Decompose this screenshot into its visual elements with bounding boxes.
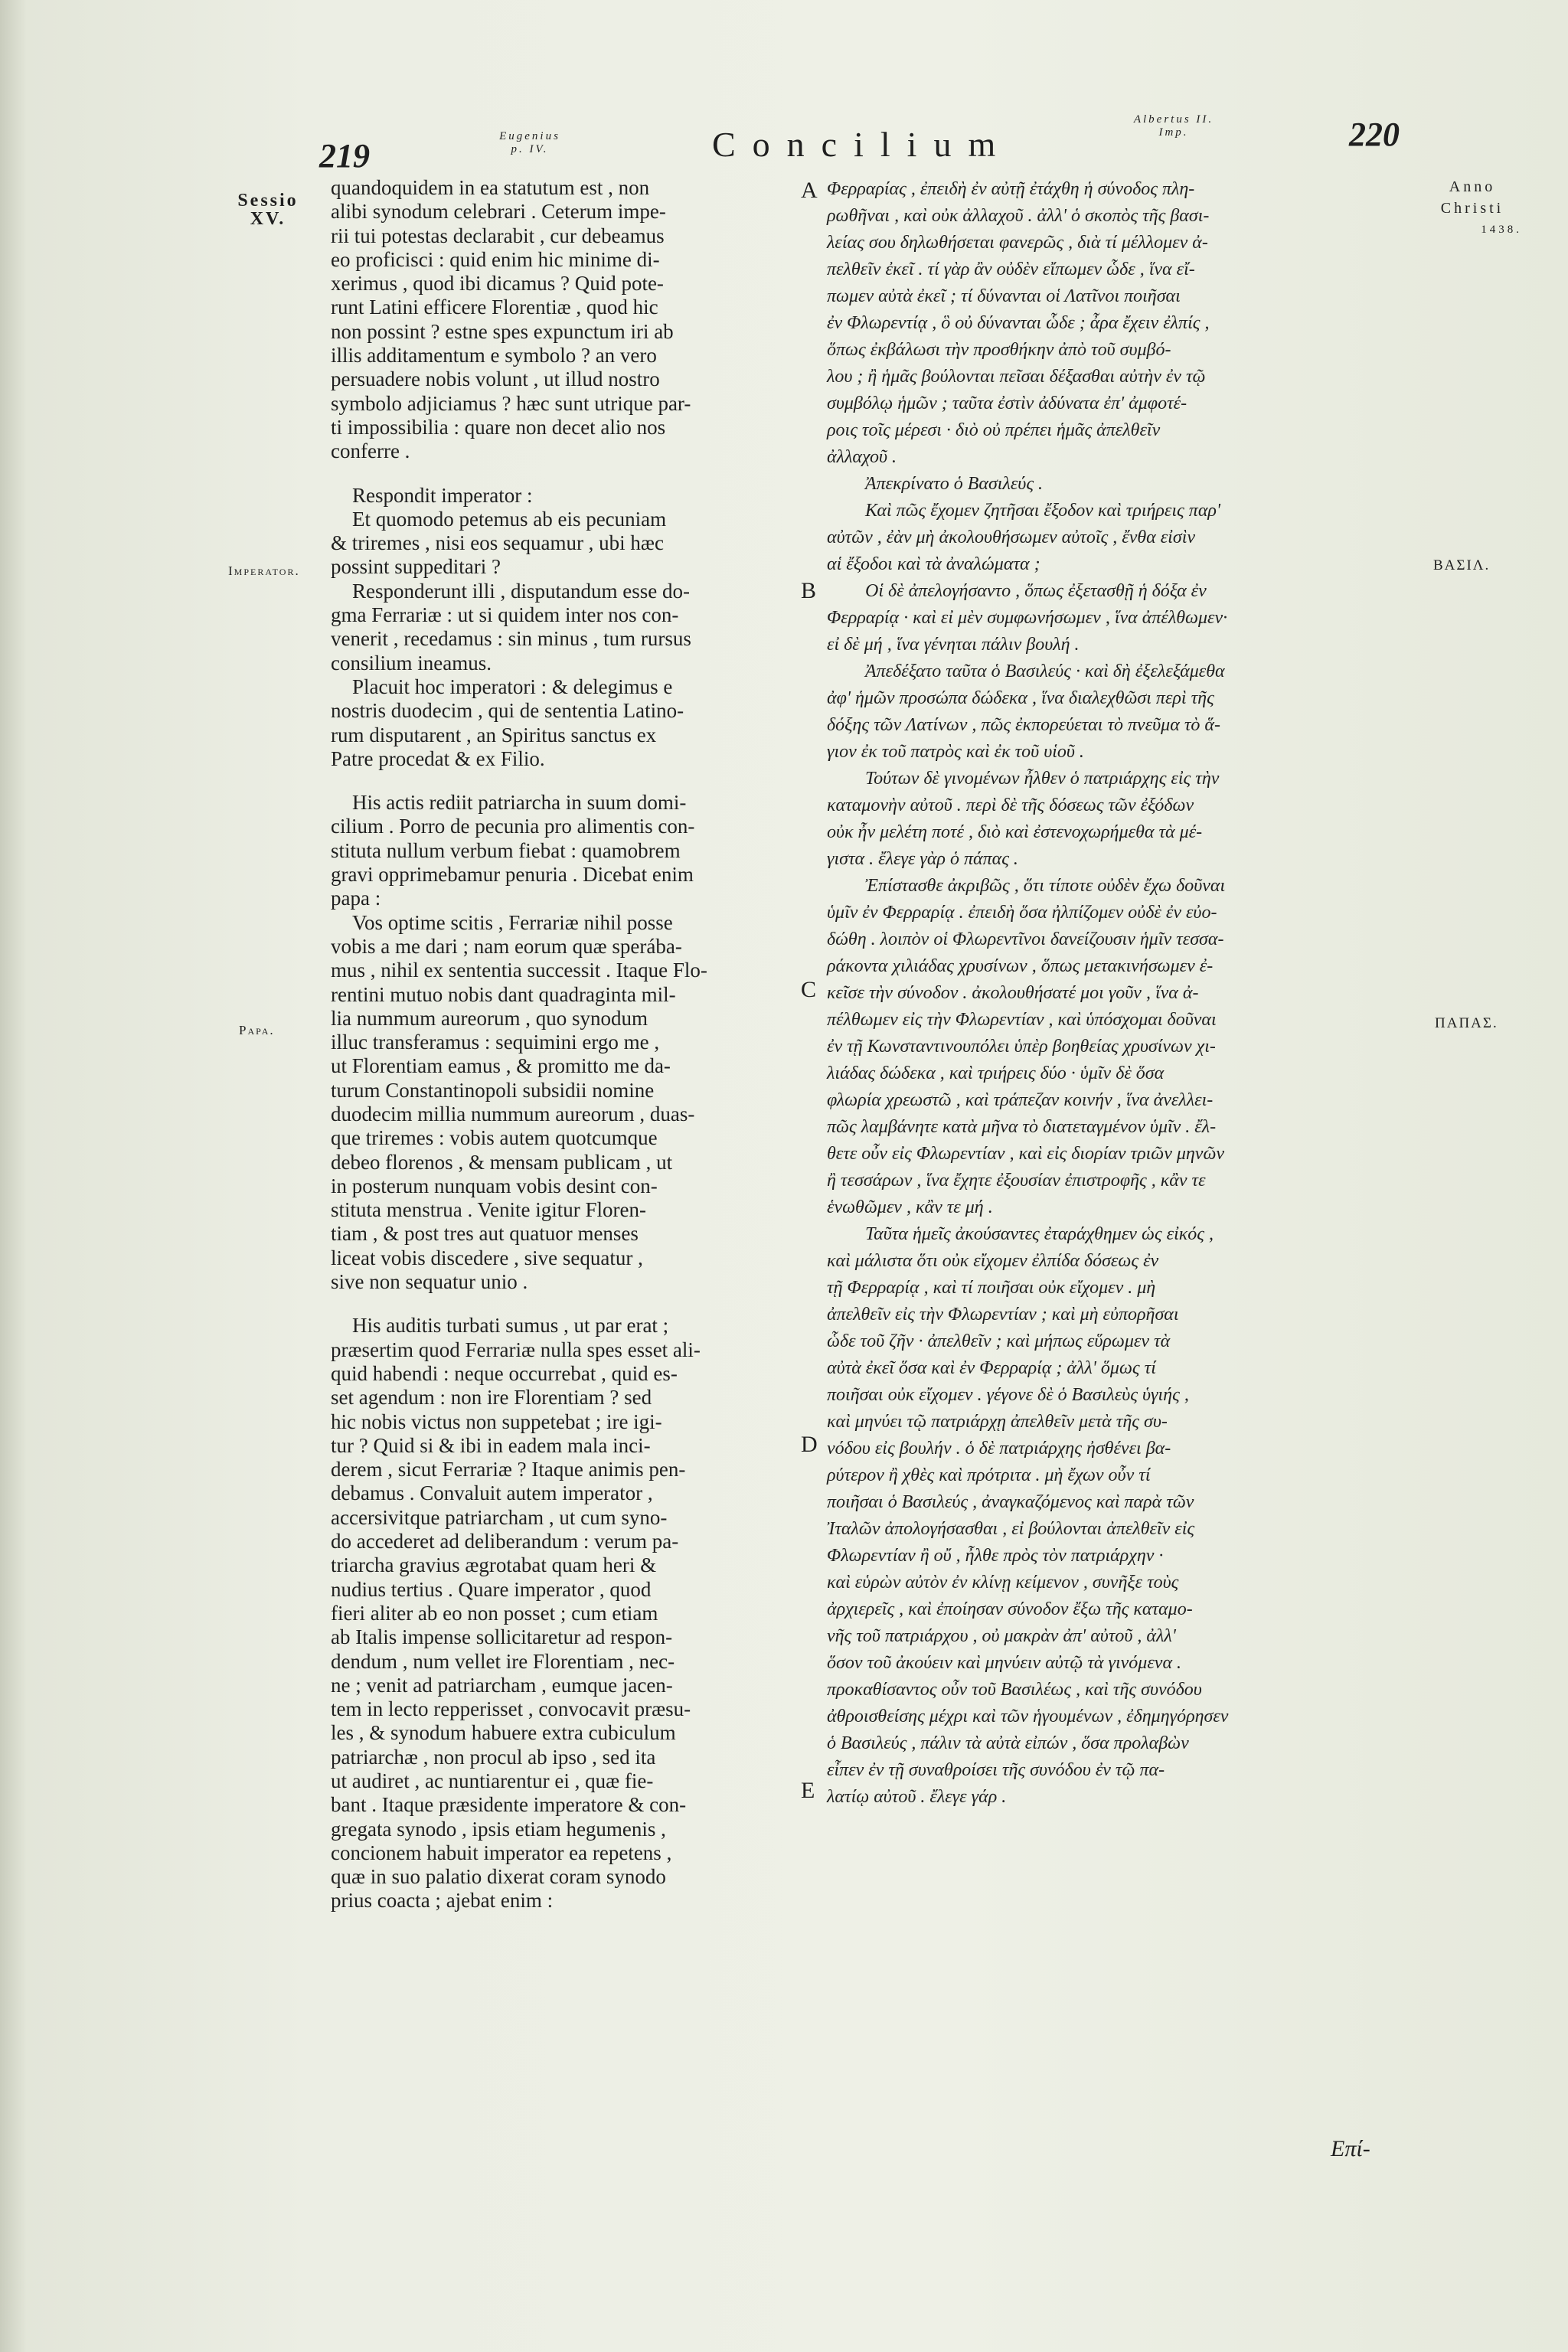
latin-line: Respondit imperator : <box>352 483 533 507</box>
section-letter-d: D <box>801 1432 818 1457</box>
latin-line: His auditis turbati sumus , ut par erat ; <box>352 1314 669 1338</box>
greek-line: λατίῳ αὐτοῦ . ἔλεγε γάρ . <box>827 1787 1007 1807</box>
latin-line: liceat vobis discedere , sive sequatur , <box>331 1246 643 1269</box>
greek-line: καὶ μάλιστα ὅτι οὐκ εἴχομεν ἐλπίδα δόσεως ἐν <box>827 1251 1159 1271</box>
latin-line: accersivitque patriarcham , ut cum syno- <box>331 1505 668 1529</box>
latin-line: symbolo adjiciamus ? hæc sunt utrique par- <box>331 391 691 415</box>
greek-line: νῆς τοῦ πατριάρχου , οὐ μακρὰν ἀπ' αὐτοῦ , ἀλλ' <box>827 1626 1176 1646</box>
latin-line: dendum , num vellet ire Florentiam , nec- <box>331 1649 675 1673</box>
greek-line: προκαθίσαντος οὖν τοῦ Βασιλέως , καὶ τῆς συνόδου <box>827 1680 1202 1700</box>
section-letter-e: E <box>801 1778 815 1803</box>
greek-line: ἀθροισθείσης μέχρι καὶ τῶν ἡγουμένων , ἐδημηγόρησεν <box>827 1707 1229 1726</box>
session-number: XV. <box>250 209 286 229</box>
greek-line: νόδου εἰς βουλήν . ὁ δὲ πατριάρχης ἠσθένει βα- <box>827 1439 1171 1459</box>
greek-line: Ἀπεδέξατο ταῦτα ὁ Βασιλεύς · καὶ δὴ ἐξελεξάμεθα <box>865 662 1225 681</box>
greek-text-column <box>827 176 1432 1811</box>
latin-line: mus , nihil ex sententia successit . Itaque Flo- <box>331 959 707 982</box>
greek-line: λου ; ἢ ἡμᾶς βούλονται πεῖσαι δέξασθαι αὐτὴν ἐν τῷ <box>827 367 1206 387</box>
left-running-head <box>484 130 576 156</box>
latin-line: stituta nullum verbum fiebat : quamobrem <box>331 838 681 862</box>
greek-line: κεῖσε τὴν σύνοδον . ἀκολουθήσατέ μοι γοῦν , ἵνα ἀ- <box>827 983 1199 1003</box>
latin-line: lia nummum aureorum , quo synodum <box>331 1006 648 1030</box>
latin-line: que triremes : vobis autem quotcumque <box>331 1126 658 1150</box>
latin-line: Responderunt illi , disputandum esse do- <box>352 579 690 603</box>
greek-line: πῶς λαμβάνητε κατὰ μῆνα τὸ διατεταγμένον ὑμῖν . ἔλ- <box>827 1117 1217 1137</box>
latin-line: prius coacta ; ajebat enim : <box>331 1889 554 1913</box>
latin-line: stituta menstrua . Venite igitur Floren- <box>331 1198 646 1222</box>
latin-line: vobis a me dari ; nam eorum quæ sperába- <box>331 934 682 958</box>
latin-line: xerimus , quod ibi dicamus ? Quid pote- <box>331 272 664 296</box>
greek-line: λιάδας δώδεκα , καὶ τριήρεις δύο · ὑμῖν δὲ ὅσα <box>827 1063 1165 1083</box>
greek-line: γιστα . ἔλεγε γὰρ ὁ πάπας . <box>827 849 1018 869</box>
greek-line: αὐτὰ ἐκεῖ ὅσα καὶ ἐν Φερραρίᾳ ; ἀλλ' ὅμως τί <box>827 1358 1156 1378</box>
greek-line: ἐν τῇ Κωνσταντινουπόλει ὑπὲρ βοηθείας χρυσίνων χι- <box>827 1037 1216 1057</box>
greek-line: συμβόλῳ ἡμῶν ; ταῦτα ἐστὶν ἀδύνατα ἐπ' ἀμφοτέ- <box>827 394 1187 413</box>
latin-line: sive non sequatur unio . <box>331 1270 528 1294</box>
latin-line: duodecim millia nummum aureorum , duas- <box>331 1102 695 1125</box>
greek-line: ἐν Φλωρεντίᾳ , ὃ οὐ δύνανται ὧδε ; ἆρα ἔχειν ἐλπίς , <box>827 313 1210 333</box>
latin-line: Vos optime scitis , Ferrariæ nihil posse <box>352 910 673 934</box>
section-letter-c: C <box>801 977 817 1002</box>
latin-line: præsertim quod Ferrariæ nulla spes esset ali- <box>331 1338 701 1361</box>
greek-line: Φλωρεντίαν ἢ οὔ , ἦλθε πρὸς τὸν πατριάρχην · <box>827 1546 1164 1566</box>
latin-line: conferre . <box>331 439 410 463</box>
latin-line: venerit , recedamus : sin minus , tum rursus <box>331 627 691 651</box>
latin-line: turum Constantinopoli subsidii nomine <box>331 1078 655 1102</box>
latin-line: possint suppeditari ? <box>331 555 501 579</box>
running-head-line: Albertus II. <box>1133 113 1214 126</box>
latin-line: patriarchæ , non procul ab ipso , sed ita <box>331 1745 656 1769</box>
christi-label: Christi <box>1440 200 1504 217</box>
latin-line: consilium ineamus. <box>331 651 492 675</box>
latin-line: bant . Itaque præsidente imperatore & con- <box>331 1793 687 1817</box>
latin-line: non possint ? estne spes expunctum iri ab <box>331 319 674 343</box>
greek-line: ἢ τεσσάρων , ἵνα ἔχητε ἐξουσίαν ἐπιστροφῆς , κἂν τε <box>827 1171 1206 1191</box>
greek-line: γιον ἐκ τοῦ πατρὸς καὶ ἐκ τοῦ υἱοῦ . <box>827 742 1084 762</box>
speaker-papas-greek: ΠΑΠΑΣ. <box>1435 1015 1498 1031</box>
latin-line: quæ in suo palatio dixerat coram synodo <box>331 1865 666 1889</box>
greek-line: ὅπως ἐκβάλωσι τὴν προσθήκην ἀπὸ τοῦ συμβό- <box>827 340 1171 360</box>
latin-line: concionem habuit imperator ea repetens , <box>331 1841 672 1864</box>
greek-line: πωμεν αὐτὰ ἐκεῖ ; τί δύνανται οἱ Λατῖνοι ποιῆσαι <box>827 286 1181 306</box>
latin-line: les , & synodum habuere extra cubiculum <box>331 1721 676 1745</box>
greek-line: καταμονὴν αὐτοῦ . περὶ δὲ τῆς δόσεως τῶν ἐξόδων <box>827 795 1194 815</box>
running-head-line: Imp. <box>1158 126 1189 139</box>
greek-line: Ἀπεκρίνατο ὁ Βασιλεύς . <box>865 474 1044 494</box>
latin-line: ti impossibilia : quare non decet alio nos <box>331 415 666 439</box>
speaker-papa: Papa. <box>239 1023 275 1037</box>
greek-line: εἶπεν ἐν τῇ συναθροίσει τῆς συνόδου ἐν τῷ πα- <box>827 1760 1165 1780</box>
session-label <box>222 191 314 228</box>
greek-line: δώθη . λοιπὸν οἱ Φλωρεντῖνοι δανείζουσιν ἡμῖν τεσσα- <box>827 929 1224 949</box>
latin-line: runt Latini efficere Florentiæ , quod hic <box>331 296 658 319</box>
latin-line: & triremes , nisi eos sequamur , ubi hæc <box>331 531 664 555</box>
greek-line: ποιῆσαι ὁ Βασιλεύς , ἀναγκαζόμενος καὶ παρὰ τῶν <box>827 1492 1194 1512</box>
latin-line: ut audiret , ac nuntiarentur ei , quæ fie- <box>331 1769 654 1792</box>
greek-line: οὐκ ἦν μελέτη ποτέ , διὸ καὶ ἐστενοχωρήμεθα τὰ μέ- <box>827 822 1203 842</box>
latin-line: derem , sicut Ferrariæ ? Itaque animis pen- <box>331 1458 686 1481</box>
greek-line: αἱ ἔξοδοι καὶ τὰ ἀναλώματα ; <box>827 554 1040 574</box>
greek-line: Ταῦτα ἡμεῖς ἀκούσαντες ἐταράχθημεν ὡς εἰκός , <box>865 1224 1214 1244</box>
latin-line: debamus . Convaluit autem imperator , <box>331 1481 653 1505</box>
greek-line: ρωθῆναι , καὶ οὐκ ἀλλαχοῦ . ἀλλ' ὁ σκοπὸς τῆς βασι- <box>827 206 1210 226</box>
latin-line: nostris duodecim , qui de sententia Latino- <box>331 699 684 723</box>
page-title: Concilium <box>712 125 1013 164</box>
greek-line: ἀφ' ἡμῶν προσώπα δώδεκα , ἵνα διαλεχθῶσι περὶ τῆς <box>827 688 1214 708</box>
greek-line: ἀπελθεῖν εἰς τὴν Φλωρεντίαν ; καὶ μὴ εὐπορῆσαι <box>827 1305 1179 1325</box>
section-letter-b: B <box>801 578 817 603</box>
anno-christi-note <box>1423 176 1522 240</box>
greek-line: πελθεῖν ἐκεῖ . τί γὰρ ἂν οὐδὲν εἴπωμεν ὧδε , ἵνα εἴ- <box>827 260 1195 279</box>
latin-line: do accederet ad deliberandum : verum pa- <box>331 1530 679 1553</box>
greek-line: αὐτῶν , ἐὰν μὴ ἀκολουθήσωμεν αὐτοῖς , ἔνθα εἰσὶν <box>827 528 1196 547</box>
latin-line: set agendum : non ire Florentiam ? sed <box>331 1386 652 1410</box>
latin-text-column <box>331 176 794 1913</box>
latin-line: debeo florenos , & mensam publicam , ut <box>331 1150 673 1174</box>
greek-line: ράκοντα χιλιάδας χρυσίνων , ὅπως μετακινήσωμεν ἐ- <box>827 956 1214 976</box>
latin-line: ut Florentiam eamus , & promitto me da- <box>331 1054 671 1078</box>
latin-line: Patre procedat & ex Filio. <box>331 746 545 770</box>
latin-line: illis additamentum e symbolo ? an vero <box>331 344 657 368</box>
greek-line: καὶ εὑρὼν αὐτὸν ἐν κλίνῃ κείμενον , συνῆξε τοὺς <box>827 1573 1179 1592</box>
latin-line: tur ? Quid si & ibi in eadem mala inci- <box>331 1433 651 1457</box>
latin-line: tem in lecto repperisset , convocavit præsu- <box>331 1697 691 1721</box>
greek-line: ἀλλαχοῦ . <box>827 447 897 467</box>
anno-label: Anno <box>1449 178 1496 195</box>
greek-line: καὶ μηνύει τῷ πατριάρχῃ ἀπελθεῖν μετὰ τῆς συ- <box>827 1412 1168 1432</box>
latin-line: rentini mutuo nobis dant quadraginta mil- <box>331 982 676 1006</box>
section-letter-a: A <box>801 178 818 203</box>
latin-line: nudius tertius . Quare imperator , quod <box>331 1577 652 1601</box>
latin-line: fieri aliter ab eo non posset ; cum etiam <box>331 1601 658 1625</box>
greek-line: δόξης τῶν Λατίνων , πῶς ἐκπορεύεται τὸ πνεῦμα τὸ ἅ- <box>827 715 1221 735</box>
speaker-imperator: Imperator. <box>228 564 300 578</box>
greek-line: Φερραρίας , ἐπειδὴ ἐν αὐτῇ ἐτάχθη ἡ σύνοδος πλη- <box>827 179 1195 199</box>
latin-line: illuc transferamus : sequimini ergo me , <box>331 1031 660 1054</box>
latin-line: gma Ferrariæ : ut si quidem inter nos con- <box>331 603 679 627</box>
running-head-line: Eugenius <box>499 130 560 142</box>
latin-line: papa : <box>331 887 381 910</box>
greek-line: ὁ Βασιλεύς , πάλιν τὰ αὐτὰ εἰπών , ὅσα προλαβὼν <box>827 1733 1189 1753</box>
latin-line: rii tui potestas declarabit , cur debeamus <box>331 224 665 247</box>
latin-line: rum disputarent , an Spiritus sanctus ex <box>331 723 657 746</box>
running-head-line: p. IV. <box>511 143 549 155</box>
latin-line: quandoquidem in ea statutum est , non <box>331 176 650 199</box>
book-gutter <box>0 0 26 2352</box>
greek-line: πέλθωμεν εἰς τὴν Φλωρεντίαν , καὶ ὑπόσχομαι δοῦναι <box>827 1010 1217 1030</box>
latin-line: quid habendi : neque occurrebat , quid es- <box>331 1361 678 1385</box>
right-running-head <box>1109 113 1239 139</box>
greek-line: ὧδε τοῦ ζῆν · ἀπελθεῖν ; καὶ μήπως εὕρωμεν τὰ <box>827 1331 1171 1351</box>
latin-line: tiam , & post tres aut quatuor menses <box>331 1222 639 1246</box>
greek-line: λείας σου δηλωθήσεται φανερῶς , διὰ τί μέλλομεν ἀ- <box>827 233 1208 253</box>
greek-line: εἰ δὲ μή , ἵνα γένηται πάλιν βουλή . <box>827 635 1080 655</box>
greek-line: Οἱ δὲ ἀπελογήσαντο , ὅπως ἐξετασθῇ ἡ δόξα ἐν <box>865 581 1207 601</box>
latin-line: ab Italis impense sollicitaretur ad respon- <box>331 1625 673 1649</box>
greek-line: ποιῆσαι οὐκ εἴχομεν . γέγονε δὲ ὁ Βασιλεὺς ὑγιής , <box>827 1385 1189 1405</box>
catchword: Επί- <box>1331 2136 1370 2161</box>
latin-line: in posterum nunquam vobis desint con- <box>331 1174 658 1197</box>
greek-line: θετε οὖν εἰς Φλωρεντίαν , καὶ εἰς διορίαν τριῶν μηνῶν <box>827 1144 1225 1164</box>
greek-line: Ἐπίστασθε ἀκριβῶς , ὅτι τίποτε οὐδὲν ἔχω δοῦναι <box>865 876 1226 896</box>
latin-line: eo proficisci : quid enim hic minime di- <box>331 247 660 271</box>
greek-line: τῇ Φερραρίᾳ , καὶ τί ποιῆσαι οὐκ εἴχομεν . μὴ <box>827 1278 1156 1298</box>
latin-line: triarcha gravius ægrotabat quam heri & <box>331 1553 657 1577</box>
latin-line: cilium . Porro de pecunia pro alimentis con- <box>331 815 695 838</box>
latin-line: ne ; venit ad patriarcham , eumque jacen- <box>331 1673 673 1697</box>
greek-line: ἀρχιερεῖς , καὶ ἐποίησαν σύνοδον ἔξω τῆς καταμο- <box>827 1599 1193 1619</box>
greek-line: Φερραρίᾳ · καὶ εἰ μὲν συμφωνήσωμεν , ἵνα ἀπέλθωμεν· <box>827 608 1228 628</box>
greek-line: Ἰταλῶν ἀπολογήσασθαι , εἰ βούλονται ἀπελθεῖν εἰς <box>827 1519 1195 1539</box>
latin-line: Placuit hoc imperatori : & delegimus e <box>352 675 673 698</box>
latin-line: hic nobis victus non suppetebat ; ire igi- <box>331 1410 662 1433</box>
right-page-number: 220 <box>1349 116 1400 153</box>
greek-line: ὑμῖν ἐν Φερραρίᾳ . ἐπειδὴ ὅσα ἠλπίζομεν οὐδὲ ἐν εὐο- <box>827 903 1217 923</box>
greek-line: ροις τοῖς μέρεσι · διὸ οὐ πρέπει ἡμᾶς ἀπελθεῖν <box>827 420 1161 440</box>
greek-line: φλωρία χρεωστῶ , καὶ τράπεζαν κοινήν , ἵνα ἀνελλει- <box>827 1090 1214 1110</box>
latin-line: alibi synodum celebrari . Ceterum impe- <box>331 200 666 224</box>
session-word: Sessio <box>237 191 299 211</box>
latin-line: His actis rediit patriarcha in suum domi- <box>352 791 687 815</box>
greek-line: Καὶ πῶς ἔχομεν ζητῆσαι ἔξοδον καὶ τριήρεις παρ' <box>865 501 1221 521</box>
greek-line: ἑνωθῶμεν , κἂν τε μή . <box>827 1197 993 1217</box>
speaker-basileus-greek: ΒΑΣΙΛ. <box>1433 557 1491 573</box>
left-page-number: 219 <box>319 137 370 175</box>
latin-line: gravi opprimebamur penuria . Dicebat enim <box>331 863 694 887</box>
latin-line: Et quomodo petemus ab eis pecuniam <box>352 507 667 531</box>
latin-line: gregata synodo , ipsis etiam hegumenis , <box>331 1817 666 1841</box>
latin-line: persuadere nobis volunt , ut illud nostro <box>331 368 660 391</box>
year-label: 1438. <box>1481 224 1522 236</box>
greek-line: ὅσον τοῦ ἀκούειν καὶ μηνύειν αὐτῷ τὰ γινόμενα . <box>827 1653 1182 1673</box>
greek-line: ρύτερον ἢ χθὲς καὶ πρότριτα . μὴ ἔχων οὖν τί <box>827 1465 1151 1485</box>
greek-line: Τούτων δὲ γινομένων ἦλθεν ὁ πατριάρχης εἰς τὴν <box>865 769 1220 789</box>
